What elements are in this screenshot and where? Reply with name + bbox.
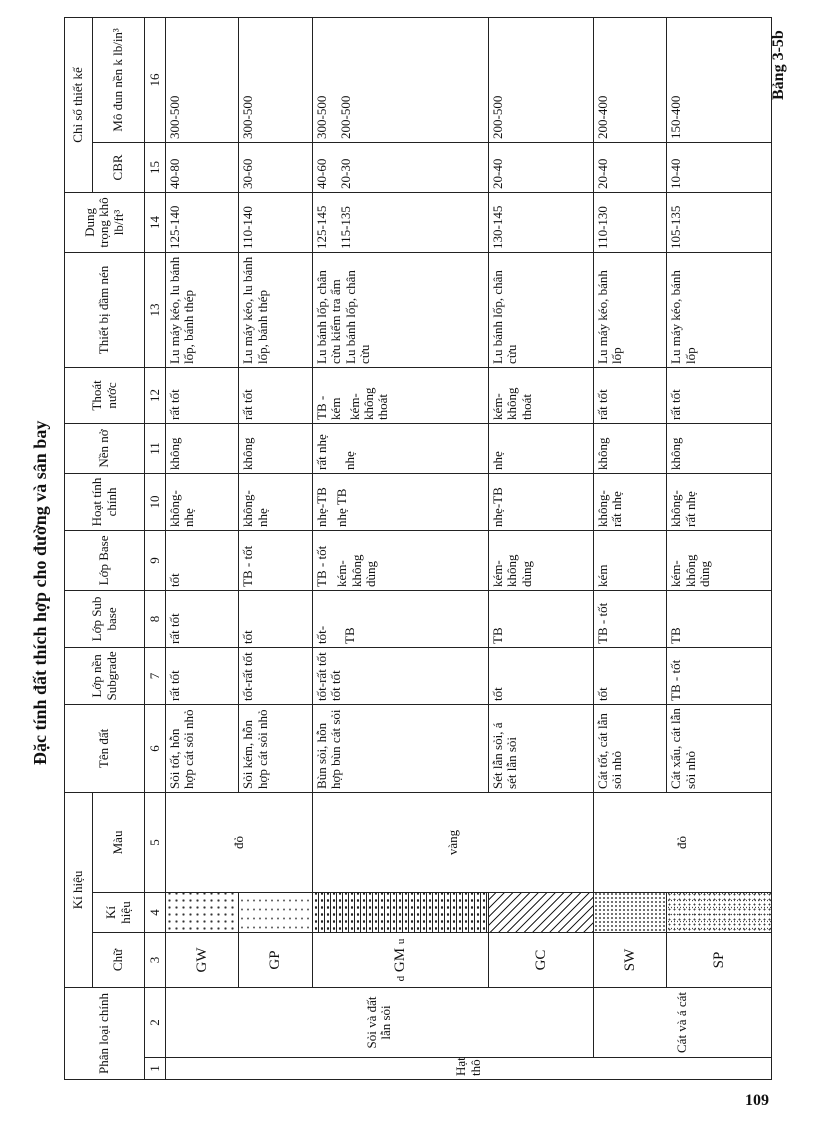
header-activity: Hoạt tính chính [65,473,145,530]
header-subgrade: Lớp nền Subgrade [65,647,145,704]
modulus-value: 300-500 [166,17,239,142]
base-value: kém [593,530,666,590]
header-density: Dung trọng khô lb/ft³ [65,192,145,252]
swell-value: không [166,423,239,473]
table-row [166,17,239,1079]
subgrade-value: tốt [488,647,593,704]
cbr-value: 40-60 20-30 [312,142,488,192]
equipment-value: Lu bánh lốp, chân cừu [488,252,593,367]
swell-value: không [239,423,312,473]
rotated-table-area [64,18,772,1080]
subgrade-value: tốt [593,647,666,704]
soil-symbol-pattern [488,892,593,932]
color-red-sand: đỏ [593,792,771,892]
density-value: 130-145 [488,192,593,252]
activity-value: không-nhẹ [166,473,239,530]
soil-symbol-pattern [239,892,312,932]
row-letter-cell [312,932,488,987]
header-subbase: Lớp Sub base [65,590,145,647]
header-drainage: Thoát nước [65,367,145,423]
row-letter-u: u [395,938,408,945]
modulus-value: 200-500 [488,17,593,142]
row-letter: GM [392,947,409,973]
column-number: 16 [145,17,166,142]
subgrade-value: TB - tốt [667,647,772,704]
row-letter: SP [667,932,772,987]
base-value: kém-không dùng [488,530,593,590]
swell-value: rất nhẹ nhẹ [312,423,488,473]
drainage-value: rất tốt [239,367,312,423]
density-value: 110-130 [593,192,666,252]
row-letter: GC [488,932,593,987]
activity-value: không-rất nhẹ [593,473,666,530]
header-cbr: CBR [93,142,145,192]
table-row [593,17,666,1079]
table-row [488,17,593,1079]
color-red: đỏ [166,792,313,892]
column-number: 2 [145,987,166,1057]
equipment-value: Lu máy kéo, lu bánh lốp, bánh thép [239,252,312,367]
header-symbol: Kí hiệu [93,892,145,932]
soil-symbol-pattern [667,892,772,932]
column-number: 5 [145,792,166,892]
header-modulus: Mô đun nền k lb/in³ [93,17,145,142]
column-number: 3 [145,932,166,987]
column-number: 10 [145,473,166,530]
cbr-value: 40-80 [166,142,239,192]
base-value: kém-không dùng [667,530,772,590]
soil-symbol-pattern [593,892,666,932]
header-base: Lớp Base [65,530,145,590]
table-label: Bảng 3-5b [770,30,787,100]
equipment-value: Lu máy kéo, lu bánh lốp, bánh thép [166,252,239,367]
modulus-value: 300-500 [239,17,312,142]
soil-name: Sét lẫn sỏi, á sét lẫn sỏi [488,704,593,792]
soil-symbol-pattern [312,892,488,932]
major-group: Hạt thô [166,1058,772,1080]
column-number: 12 [145,367,166,423]
drainage-value: rất tốt [667,367,772,423]
header-classification: Phân loại chính [65,987,145,1079]
subbase-value: TB [488,590,593,647]
drainage-value: rất tốt [593,367,666,423]
column-number: 6 [145,704,166,792]
swell-value: nhẹ [488,423,593,473]
column-number: 14 [145,192,166,252]
swell-value: không [593,423,666,473]
subbase-value: tốt- TB [312,590,488,647]
row-letter: GW [166,932,239,987]
subgrade-value: tốt-rất tốt tốt tốt [312,647,488,704]
base-value: TB - tốt [239,530,312,590]
density-value: 125-140 [166,192,239,252]
row-letter: SW [593,932,666,987]
column-number: 4 [145,892,166,932]
density-value: 110-140 [239,192,312,252]
subgroup-sand: Cát và á cát [593,987,771,1057]
header-equipment: Thiết bị đầm nén [65,252,145,367]
table-row [312,17,488,1079]
header-letter: Chữ [93,932,145,987]
subgrade-value: tốt-rất tốt [239,647,312,704]
subbase-value: tốt [239,590,312,647]
soil-symbol-pattern [166,892,239,932]
header-symbol-group: Kí hiệu [65,792,93,987]
header-swell: Nền nở [65,423,145,473]
cbr-value: 20-40 [593,142,666,192]
table-row [667,17,772,1079]
base-value: tốt [166,530,239,590]
page-number: 109 [745,1092,769,1109]
column-number: 8 [145,590,166,647]
density-value: 125-145 115-135 [312,192,488,252]
subgrade-value: rất tốt [166,647,239,704]
column-number: 1 [145,1058,166,1080]
soil-name: Bùn sỏi, hỗn hợp bùn cát sỏi [312,704,488,792]
drainage-value: TB - kém kém-không thoát [312,367,488,423]
subbase-value: TB - tốt [593,590,666,647]
equipment-value: Lu bánh lốp, chân cừu kiểm tra ẩm Lu bánh lốp, chân cừu [312,252,488,367]
column-number: 13 [145,252,166,367]
color-yellow: vàng [312,792,593,892]
equipment-value: Lu máy kéo, bánh lốp [667,252,772,367]
subbase-value: rất tốt [166,590,239,647]
column-number: 15 [145,142,166,192]
header-design-group: Chỉ số thiết kế [65,17,93,192]
activity-value: không-rất nhẹ [667,473,772,530]
modulus-value: 150-400 [667,17,772,142]
column-number: 11 [145,423,166,473]
base-value: TB - tốt kém-không dùng [312,530,488,590]
soil-name: Sỏi kém, hỗn hợp cát sỏi nhỏ [239,704,312,792]
activity-value: nhẹ-TB [488,473,593,530]
soil-name: Sỏi tốt, hỗn hợp cát sỏi nhỏ [166,704,239,792]
soil-name: Cát xấu, cát lẫn sỏi nhỏ [667,704,772,792]
cbr-value: 10-40 [667,142,772,192]
subgroup-gravel: Sỏi và đất lẫn sỏi [166,987,594,1057]
table-row [239,17,312,1079]
row-letter: GP [239,932,312,987]
soil-name: Cát tốt, cát lẫn sỏi nhỏ [593,704,666,792]
header-color: Màu [93,792,145,892]
table-title: Đặc tính đất thích hợp cho đường và sân bay [30,420,50,765]
cbr-value: 20-40 [488,142,593,192]
activity-value: nhẹ-TB nhẹ TB [312,473,488,530]
activity-value: không-nhẹ [239,473,312,530]
drainage-value: kém-không thoát [488,367,593,423]
column-number: 7 [145,647,166,704]
soil-properties-table [64,17,772,1080]
modulus-value: 300-500 200-500 [312,17,488,142]
row-letter-d: d [395,975,408,982]
density-value: 105-135 [667,192,772,252]
column-number: 9 [145,530,166,590]
header-soil-name: Tên đất [65,704,145,792]
drainage-value: rất tốt [166,367,239,423]
swell-value: không [667,423,772,473]
subbase-value: TB [667,590,772,647]
equipment-value: Lu máy kéo, bánh lốp [593,252,666,367]
cbr-value: 30-60 [239,142,312,192]
modulus-value: 200-400 [593,17,666,142]
